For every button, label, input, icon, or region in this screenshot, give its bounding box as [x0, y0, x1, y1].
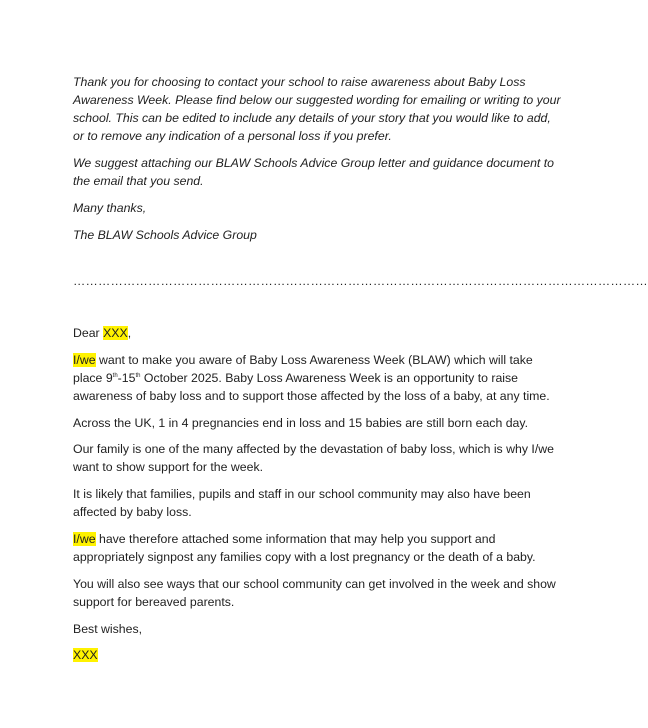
intro-attachment-note: We suggest attaching our BLAW Schools Advice Group letter and guidance document to the email that you send.: [73, 156, 555, 188]
pronoun-placeholder: I/we: [73, 353, 96, 367]
letter-paragraph-attachment: [73, 530, 561, 566]
greeting-name-placeholder: XXX: [103, 326, 128, 340]
separator-line: …………………………………………………………………………………………………………………………: [73, 274, 648, 288]
letter-paragraph-family: Our family is one of the many affected by the devastation of baby loss, which is why I/we want to show support for the week.: [73, 442, 554, 474]
pronoun-placeholder: I/we: [73, 532, 96, 546]
ordinal-suffix: th: [135, 373, 141, 379]
greeting-suffix: ,: [127, 326, 132, 340]
paragraph-text: want to make you aware of Baby Loss Awareness Week (BLAW) which will take place 9: [73, 353, 533, 385]
paragraph-text: -15: [117, 371, 136, 385]
intro-paragraph: Thank you for choosing to contact your school to raise awareness about Baby Loss Awareness Week. Please find below our suggested wording for emailing or writing to your school. This can be edited to include any details of your story that you would like to add, or to remove any indication of a personal loss if you prefer.: [73, 75, 561, 143]
paragraph-text: October 2025. Baby Loss Awareness Week is an opportunity to raise awareness of baby loss and to support those affected by the loss of a baby, at any time.: [73, 371, 550, 403]
letter-sign-off: [73, 646, 561, 664]
intro-thanks: Many thanks,: [73, 201, 147, 215]
letter-paragraph-involvement: You will also see ways that our school community can get involved in the week and show support for bereaved parents.: [73, 577, 556, 609]
letter-closing: Best wishes,: [73, 622, 143, 636]
letter-paragraph-community: It is likely that families, pupils and staff in our school community may also have been affected by baby loss.: [73, 487, 531, 519]
letter-paragraph-statistics: Across the UK, 1 in 4 pregnancies end in loss and 15 babies are still born each day.: [73, 416, 529, 430]
greeting-prefix: Dear: [73, 326, 104, 340]
intro-signature: The BLAW Schools Advice Group: [73, 228, 257, 242]
sender-name-placeholder: XXX: [73, 648, 98, 662]
letter-paragraph-blaw: [73, 351, 561, 405]
ordinal-suffix: th: [112, 373, 118, 379]
letter-greeting: [73, 324, 561, 342]
paragraph-text: have therefore attached some information that may help you support and appropriately signpost any families copy with a lost pregnancy or the death of a baby.: [73, 532, 536, 564]
